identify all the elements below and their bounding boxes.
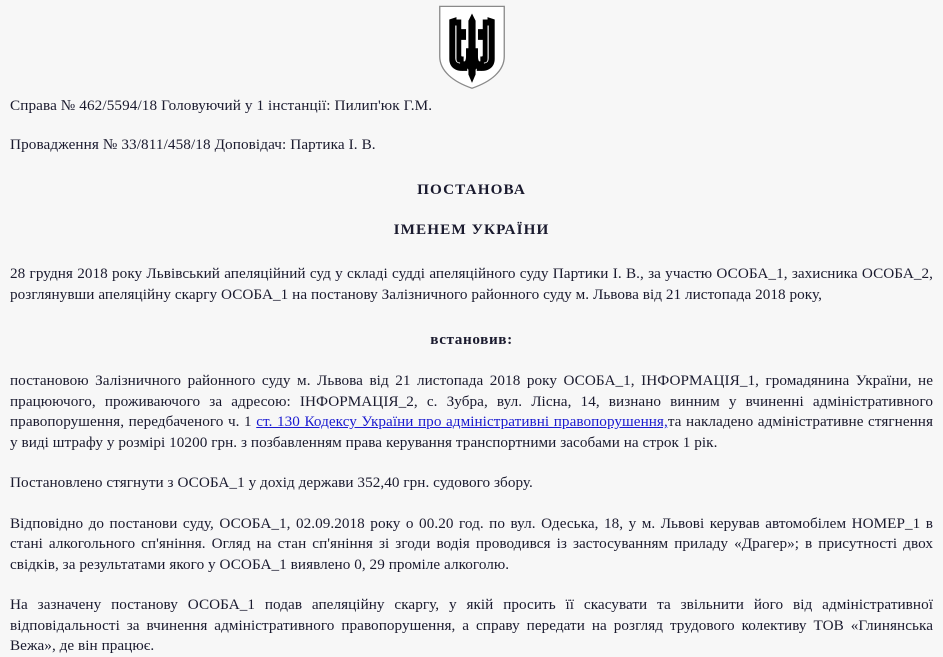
intro-paragraph: 28 грудня 2018 року Львівський апеляційний суд у складі судді апеляційного суду Партики І. В., за участю ОСОБА_1, захисника ОСОБА_2, розглянувши апеляційну скаргу ОСОБА_1 на постанову Залізничного районного суду м. Львова від 21 листопада 2018 року,	[10, 265, 933, 303]
document-subtitle: ІМЕНЕМ УКРАЇНИ	[393, 221, 550, 238]
court-fee-paragraph: Постановлено стягнути з ОСОБА_1 у дохід держави 352,40 грн. судового збору.	[10, 474, 533, 491]
ukraine-coat-of-arms-tryzub-icon	[436, 4, 508, 90]
findings-text-after-link: та накладено адміністративне стягнення у виді штрафу у розмірі 10200 грн. з позбавленням права керування транспортними засобами на строк 1 рік.	[10, 413, 933, 451]
findings-text-before-link: постановою Залізничного районного суду м. Львова від 21 листопада 2018 року ОСОБА_1, ІНФОРМАЦІЯ_1, громадянина України, не працюючого, проживаючого за адресою: ІНФОРМАЦІЯ_2, с. Зубра, вул. Лісна, 14, визнано винним у вчиненні адміністративного правопорушення, передбаченого ч. 1	[10, 372, 933, 430]
findings-paragraph	[10, 371, 933, 453]
document-title: ПОСТАНОВА	[417, 181, 526, 198]
emblem-container	[10, 0, 933, 92]
case-number-line: Справа № 462/5594/18 Головуючий у 1 інстанції: Пилип'юк Г.М.	[10, 97, 433, 114]
statute-130-link[interactable]: ст. 130 Кодексу України про адміністративні правопорушення,	[256, 413, 668, 430]
section-heading-established: встановив:	[430, 331, 513, 348]
proceeding-number-line: Провадження № 33/811/458/18 Доповідач: Партика І. В.	[10, 136, 376, 153]
facts-paragraph: Відповідно до постанови суду, ОСОБА_1, 02.09.2018 року о 00.20 год. по вул. Одеська, 18, у м. Львові керував автомобілем НОМЕР_1 в стані алкогольного сп'яніння. Огляд на стан сп'яніння зі згоди водія проводився із застосуванням приладу «Драгер»; в присутності двох свідків, за результатами якого у ОСОБА_1 виявлено 0, 29 проміле алкоголю.	[10, 514, 933, 573]
appeal-paragraph: На зазначену постанову ОСОБА_1 подав апеляційну скаргу, у якій просить її скасувати та звільнити його від адміністративної відповідальності за вчинення адміністративного правопорушення, а справу передати на розгляд трудового колективу ТОВ «Глинянська Вежа», де він працює.	[10, 596, 933, 654]
